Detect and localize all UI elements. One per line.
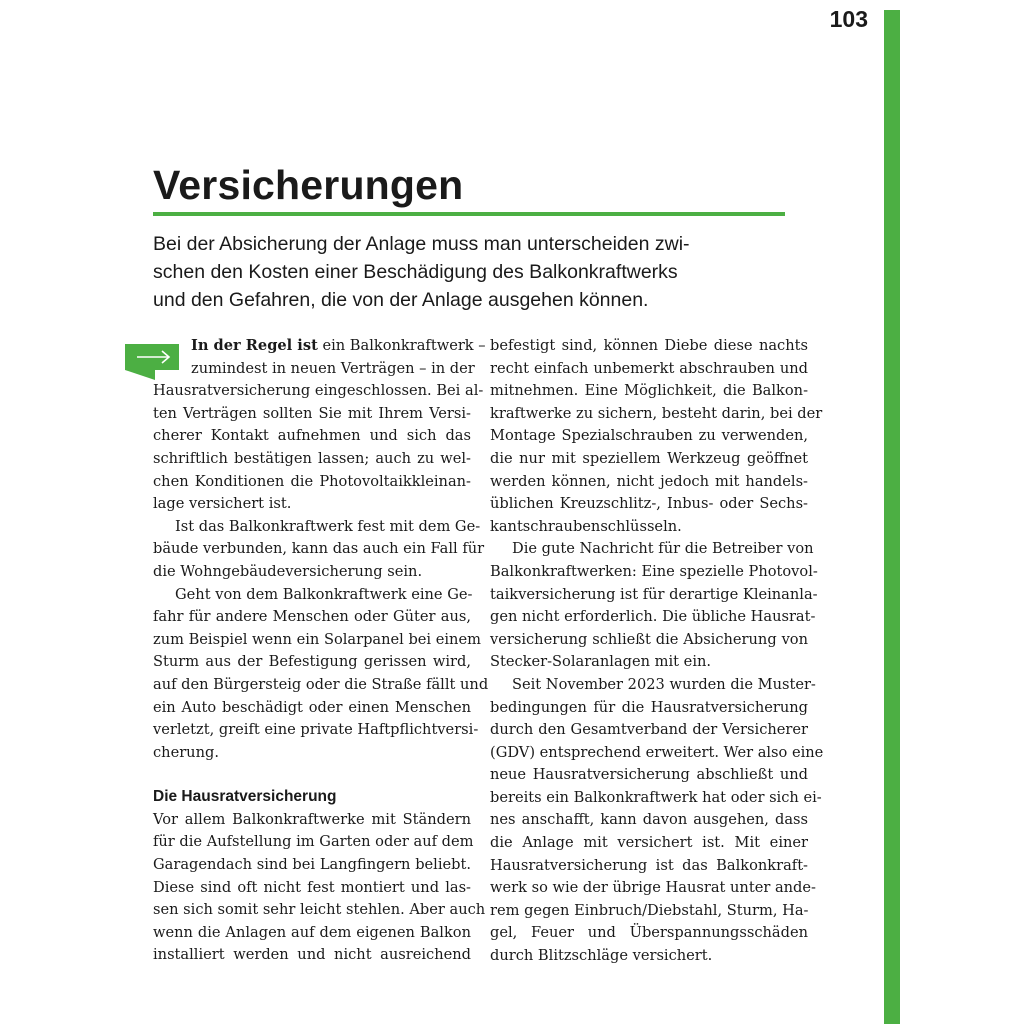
- paragraph: [490, 335, 823, 538]
- lead-line: schen den Kosten einer Beschädigung des Balkonkraftwerks: [153, 261, 678, 283]
- text-line: die Anlage mit versichert ist. Mit einer: [490, 834, 808, 852]
- text-line: cherung.: [153, 743, 219, 761]
- paragraph: [153, 809, 486, 967]
- text-line: fahr für andere Menschen oder Güter aus,: [153, 608, 471, 626]
- text-line: wenn die Anlagen auf dem eigenen Balkon: [153, 923, 471, 941]
- text-line: taikversicherung ist für derartige Kleinanla-: [490, 585, 818, 603]
- text-line: auf den Bürgersteig oder die Straße fällt und: [153, 675, 489, 693]
- text-line: zumindest in neuen Verträgen – in der: [191, 359, 475, 377]
- text-line: für die Aufstellung im Garten oder auf dem: [153, 833, 474, 851]
- lead-line: und den Gefahren, die von der Anlage ausgehen können.: [153, 289, 649, 311]
- text-line: versicherung schließt die Absicherung von: [490, 630, 808, 648]
- text-line: Vor allem Balkonkraftwerke mit Ständern: [153, 810, 471, 828]
- text-line: kantschraubenschlüsseln.: [490, 517, 682, 535]
- text-line: Stecker-Solaranlagen mit ein.: [490, 653, 712, 671]
- text-line: ein Auto beschädigt oder einen Menschen: [153, 698, 471, 716]
- text-line: neue Hausratversicherung abschließt und: [490, 766, 808, 784]
- left-column: [153, 335, 489, 967]
- text-line: Hausratversicherung eingeschlossen. Bei al-: [153, 382, 484, 400]
- text-line: Seit November 2023 wurden die Muster-: [512, 675, 816, 693]
- page-number: 103: [829, 6, 868, 32]
- section-subheading: Die Hausratversicherung: [153, 788, 337, 806]
- text-line: durch Blitzschläge versichert.: [490, 947, 713, 965]
- text-line: Diese sind oft nicht fest montiert und las-: [153, 878, 471, 896]
- text-line: kraftwerke zu sichern, besteht darin, bei der: [490, 404, 823, 422]
- text-line: installiert werden und nicht ausreichend: [153, 946, 471, 964]
- text-line: Montage Spezialschrauben zu verwenden,: [490, 427, 808, 445]
- text-line: die nur mit speziellem Werkzeug geöffnet: [490, 449, 808, 467]
- text-line: bäude verbunden, kann das auch ein Fall für: [153, 540, 485, 558]
- paragraph: [153, 584, 489, 765]
- text-line: gel, Feuer und Überspannungsschäden: [490, 924, 808, 942]
- text-line: chen Konditionen die Photovoltaikkleinan-: [153, 472, 471, 490]
- text-line: Garagendach sind bei Langfingern beliebt.: [153, 856, 471, 874]
- text-line: Hausratversicherung ist das Balkonkraft-: [490, 856, 808, 874]
- lead-in: In der Regel ist: [191, 337, 318, 354]
- text-line: durch den Gesamtverband der Versicherer: [490, 721, 808, 739]
- text-line: bereits ein Balkonkraftwerk hat oder sich ei-: [490, 788, 822, 806]
- paragraph: [490, 538, 818, 674]
- text-line: ten Verträgen sollten Sie mit Ihrem Versi-: [153, 404, 471, 422]
- text-line: werk so wie der übrige Hausrat unter ande-: [490, 879, 816, 897]
- text-line: verletzt, greift eine private Haftpflichtversi-: [153, 721, 479, 739]
- text-line: Sturm aus der Befestigung gerissen wird,: [153, 653, 471, 671]
- page-edge-bar: [884, 10, 900, 1024]
- right-column: [490, 335, 824, 968]
- paragraph: [153, 516, 485, 584]
- title-rule: [153, 212, 785, 216]
- text-fragment: ein Balkonkraftwerk –: [317, 337, 486, 354]
- paragraph: [490, 674, 824, 968]
- text-line: Die gute Nachricht für die Betreiber von: [512, 540, 814, 558]
- text-line: sen sich somit sehr leicht stehlen. Aber auch: [153, 901, 486, 919]
- text-line: gen nicht erforderlich. Die übliche Hausrat-: [490, 608, 816, 626]
- page-title: Versicherungen: [153, 162, 464, 208]
- text-line: befestigt sind, können Diebe diese nachts: [490, 337, 808, 354]
- text-line: recht einfach unbemerkt abschrauben und: [490, 359, 808, 377]
- text-line: [153, 335, 486, 358]
- text-line: mitnehmen. Eine Möglichkeit, die Balkon-: [490, 382, 808, 400]
- text-line: lage versichert ist.: [153, 495, 292, 513]
- text-line: Balkonkraftwerken: Eine spezielle Photovol-: [490, 562, 818, 580]
- text-line: bedingungen für die Hausratversicherung: [490, 698, 808, 716]
- text-line: Ist das Balkonkraftwerk fest mit dem Ge-: [175, 517, 481, 535]
- text-line: nes anschafft, kann davon ausgehen, dass: [490, 811, 808, 829]
- text-line: schriftlich bestätigen lassen; auch zu wel-: [153, 449, 471, 467]
- paragraph: [153, 335, 486, 516]
- text-line: werden können, nicht jedoch mit handels-: [490, 472, 808, 490]
- text-line: üblichen Kreuzschlitz-, Inbus- oder Sechs-: [490, 495, 808, 513]
- text-line: die Wohngebäudeversicherung sein.: [153, 562, 423, 580]
- text-line: zum Beispiel wenn ein Solarpanel bei einem: [153, 630, 481, 648]
- text-line: cherer Kontakt aufnehmen und sich das: [153, 427, 471, 445]
- lead-paragraph: [153, 230, 793, 314]
- text-line: Geht von dem Balkonkraftwerk eine Ge-: [175, 585, 473, 603]
- text-line: (GDV) entsprechend erweitert. Wer also eine: [490, 743, 824, 761]
- text-line: rem gegen Einbruch/Diebstahl, Sturm, Ha-: [490, 901, 809, 919]
- lead-line: Bei der Absicherung der Anlage muss man unterscheiden zwi-: [153, 233, 690, 255]
